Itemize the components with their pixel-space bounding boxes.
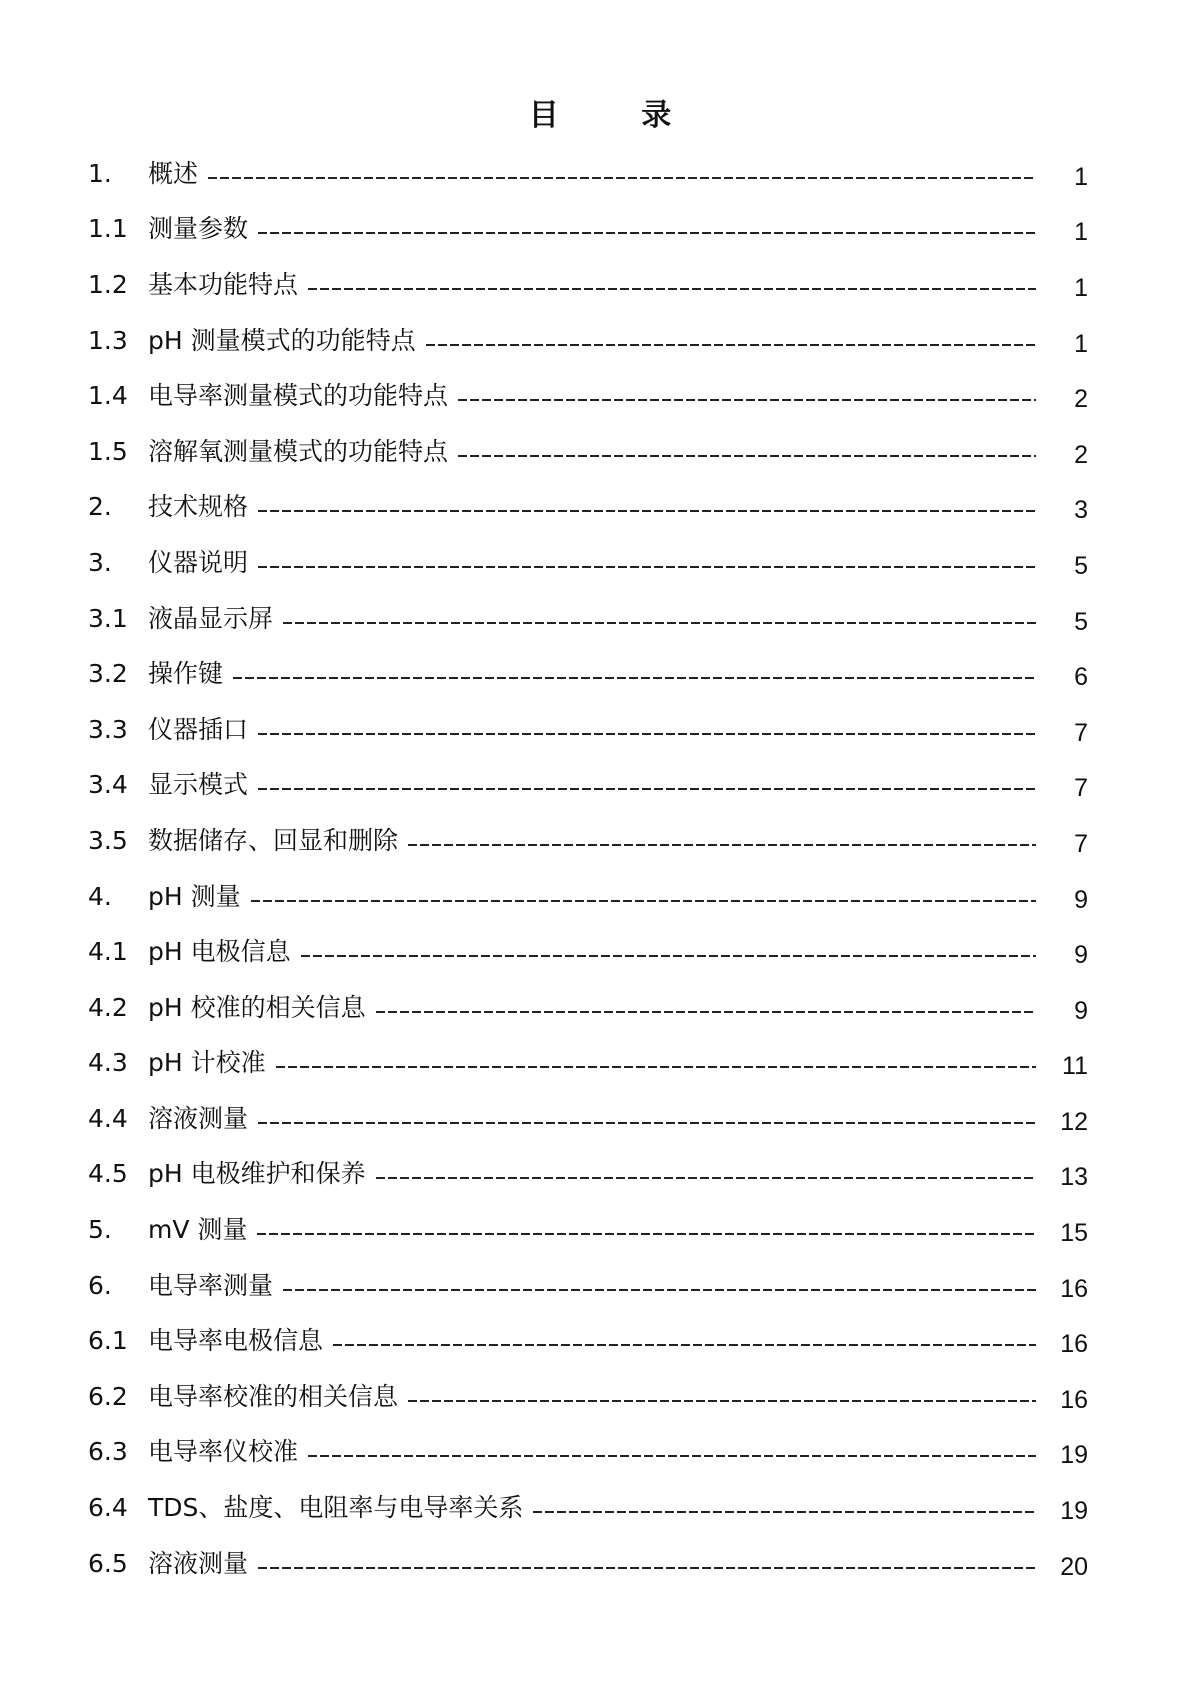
toc-leader-dashes: [458, 455, 1036, 457]
toc-leader-dashes: [251, 900, 1036, 902]
toc-entry-text: 操作键: [148, 659, 224, 689]
toc-entry-page: 11: [1062, 1052, 1088, 1081]
toc-entry-page: 16: [1060, 1385, 1088, 1414]
toc-entry-page: 20: [1060, 1552, 1088, 1581]
toc-leader-dashes: [208, 177, 1036, 179]
toc-entry[interactable]: [88, 1425, 1088, 1481]
toc-entry-text: 概述: [148, 158, 199, 188]
toc-entry-page: 19: [1060, 1441, 1088, 1470]
toc-entry-text: 液晶显示屏: [148, 603, 274, 633]
toc-entry[interactable]: [88, 980, 1088, 1036]
toc-entry-text: 电导率测量模式的功能特点: [148, 381, 449, 411]
toc-entry-page: 9: [1074, 996, 1088, 1025]
toc-entry[interactable]: [88, 924, 1088, 980]
toc-leader-dashes: [276, 1066, 1036, 1068]
toc-entry-number: 1.2: [88, 269, 128, 299]
toc-entry-number: 3.2: [88, 659, 128, 689]
toc-entry-text: pH 计校准: [148, 1048, 266, 1078]
toc-entry-number: 1.4: [88, 381, 128, 411]
toc-entry-text: 测量参数: [148, 214, 249, 244]
toc-entry-page: 7: [1074, 829, 1088, 858]
toc-leader-dashes: [533, 1511, 1036, 1513]
toc-entry-text: 仪器说明: [148, 547, 249, 577]
toc-entry[interactable]: [88, 869, 1088, 925]
toc-entry-number: 1.: [88, 158, 112, 188]
toc-entry[interactable]: [88, 1258, 1088, 1314]
toc-leader-dashes: [258, 733, 1036, 735]
toc-entry-number: 6.: [88, 1270, 112, 1300]
toc-entry-text: 显示模式: [148, 770, 249, 800]
toc-entry[interactable]: [88, 591, 1088, 647]
toc-leader-dashes: [258, 1567, 1036, 1569]
toc-leader-dashes: [333, 1344, 1036, 1346]
toc-entry[interactable]: [88, 1313, 1088, 1369]
toc-entry-number: 3.5: [88, 825, 128, 855]
toc-entry-number: 6.5: [88, 1548, 128, 1578]
toc-entry[interactable]: [88, 1369, 1088, 1425]
toc-entry-page: 2: [1074, 385, 1088, 414]
toc-leader-dashes: [283, 622, 1036, 624]
toc-entry-text: mV 测量: [148, 1215, 248, 1245]
toc-entry-text: TDS、盐度、电阻率与电导率关系: [148, 1493, 524, 1523]
toc-entry-number: 3.1: [88, 603, 128, 633]
toc-entry-text: pH 校准的相关信息: [148, 992, 366, 1022]
toc-entry-text: 电导率电极信息: [148, 1326, 324, 1356]
toc-entry-text: pH 测量: [148, 881, 241, 911]
toc-entry-page: 2: [1074, 440, 1088, 469]
toc-entry-page: 1: [1074, 218, 1088, 247]
toc-entry-number: 3.: [88, 547, 112, 577]
toc-entry[interactable]: [88, 146, 1088, 202]
toc-entry-number: 1.1: [88, 214, 128, 244]
toc-entry-number: 4.2: [88, 992, 128, 1022]
toc-entry-page: 7: [1074, 774, 1088, 803]
toc-entry-page: 6: [1074, 663, 1088, 692]
toc-entry-number: 4.3: [88, 1048, 128, 1078]
toc-leader-dashes: [376, 1011, 1036, 1013]
toc-entry-page: 12: [1060, 1107, 1088, 1136]
toc-leader-dashes: [458, 399, 1036, 401]
page-title: 目 录: [528, 98, 708, 133]
toc-entry[interactable]: [88, 813, 1088, 869]
toc-entry-text: 溶液测量: [148, 1548, 249, 1578]
toc-entry-text: 数据储存、回显和删除: [148, 825, 399, 855]
toc-entry[interactable]: [88, 1536, 1088, 1592]
toc-entry-number: 6.2: [88, 1381, 128, 1411]
toc-entry-text: 仪器插口: [148, 714, 249, 744]
toc-entry-number: 4.: [88, 881, 112, 911]
toc-entry-page: 1: [1074, 162, 1088, 191]
toc-entry-number: 6.1: [88, 1326, 128, 1356]
toc-entry-page: 5: [1074, 551, 1088, 580]
toc-leader-dashes: [258, 566, 1036, 568]
toc-entry-number: 4.4: [88, 1103, 128, 1133]
toc-entry[interactable]: [88, 1036, 1088, 1092]
toc-entry-text: 电导率测量: [148, 1270, 274, 1300]
toc-entry[interactable]: [88, 646, 1088, 702]
toc-entry[interactable]: [88, 1202, 1088, 1258]
toc-entry-number: 3.4: [88, 770, 128, 800]
toc-entry-text: 电导率仪校准: [148, 1437, 299, 1467]
toc-entry[interactable]: [88, 257, 1088, 313]
toc-leader-dashes: [258, 510, 1036, 512]
toc-entry-number: 6.4: [88, 1493, 128, 1523]
toc-entry-page: 9: [1074, 885, 1088, 914]
toc-entry-page: 9: [1074, 941, 1088, 970]
toc-entry-number: 6.3: [88, 1437, 128, 1467]
toc-entry-number: 2.: [88, 492, 112, 522]
toc-entry-text: 电导率校准的相关信息: [148, 1381, 399, 1411]
toc-entry-page: 15: [1060, 1219, 1088, 1248]
toc-entry[interactable]: [88, 1147, 1088, 1203]
toc-leader-dashes: [258, 788, 1036, 790]
toc-entry-page: 1: [1074, 273, 1088, 302]
toc-leader-dashes: [258, 232, 1036, 234]
toc-leader-dashes: [301, 955, 1036, 957]
toc-entry[interactable]: [88, 313, 1088, 369]
toc-entry-text: 溶解氧测量模式的功能特点: [148, 436, 449, 466]
toc-entry[interactable]: [88, 202, 1088, 258]
toc-entry-page: 13: [1060, 1163, 1088, 1192]
toc-entry[interactable]: [88, 535, 1088, 591]
toc-leader-dashes: [308, 1455, 1036, 1457]
toc-entry-text: 技术规格: [148, 492, 249, 522]
toc-entry-page: 3: [1074, 496, 1088, 525]
toc-entry-number: 1.3: [88, 325, 128, 355]
toc-entry-text: 溶液测量: [148, 1103, 249, 1133]
toc-entry[interactable]: [88, 480, 1088, 536]
toc-entry[interactable]: [88, 758, 1088, 814]
toc-entry[interactable]: [88, 424, 1088, 480]
toc-entry[interactable]: [88, 1091, 1088, 1147]
toc-entry[interactable]: [88, 702, 1088, 758]
toc-entry-page: 1: [1074, 329, 1088, 358]
toc-entry-number: 3.3: [88, 714, 128, 744]
toc-list: [88, 146, 1088, 1591]
toc-entry-page: 19: [1060, 1497, 1088, 1526]
toc-leader-dashes: [258, 1122, 1036, 1124]
toc-leader-dashes: [408, 1400, 1036, 1402]
toc-entry-page: 16: [1060, 1330, 1088, 1359]
toc-entry[interactable]: [88, 1480, 1088, 1536]
toc-leader-dashes: [257, 1233, 1036, 1235]
toc-leader-dashes: [308, 288, 1036, 290]
toc-entry-text: pH 电极维护和保养: [148, 1159, 366, 1189]
toc-leader-dashes: [233, 677, 1036, 679]
toc-entry-text: 基本功能特点: [148, 269, 299, 299]
toc-leader-dashes: [283, 1289, 1036, 1291]
toc-entry-number: 4.1: [88, 937, 128, 967]
toc-entry-page: 16: [1060, 1274, 1088, 1303]
toc-entry-page: 5: [1074, 607, 1088, 636]
toc-leader-dashes: [376, 1177, 1036, 1179]
toc-entry-text: pH 电极信息: [148, 937, 291, 967]
toc-entry-number: 4.5: [88, 1159, 128, 1189]
toc-entry[interactable]: [88, 368, 1088, 424]
toc-entry-number: 1.5: [88, 436, 128, 466]
toc-entry-page: 7: [1074, 718, 1088, 747]
toc-entry-text: pH 测量模式的功能特点: [148, 325, 416, 355]
toc-entry-number: 5.: [88, 1215, 112, 1245]
toc-leader-dashes: [426, 344, 1036, 346]
toc-leader-dashes: [408, 844, 1036, 846]
